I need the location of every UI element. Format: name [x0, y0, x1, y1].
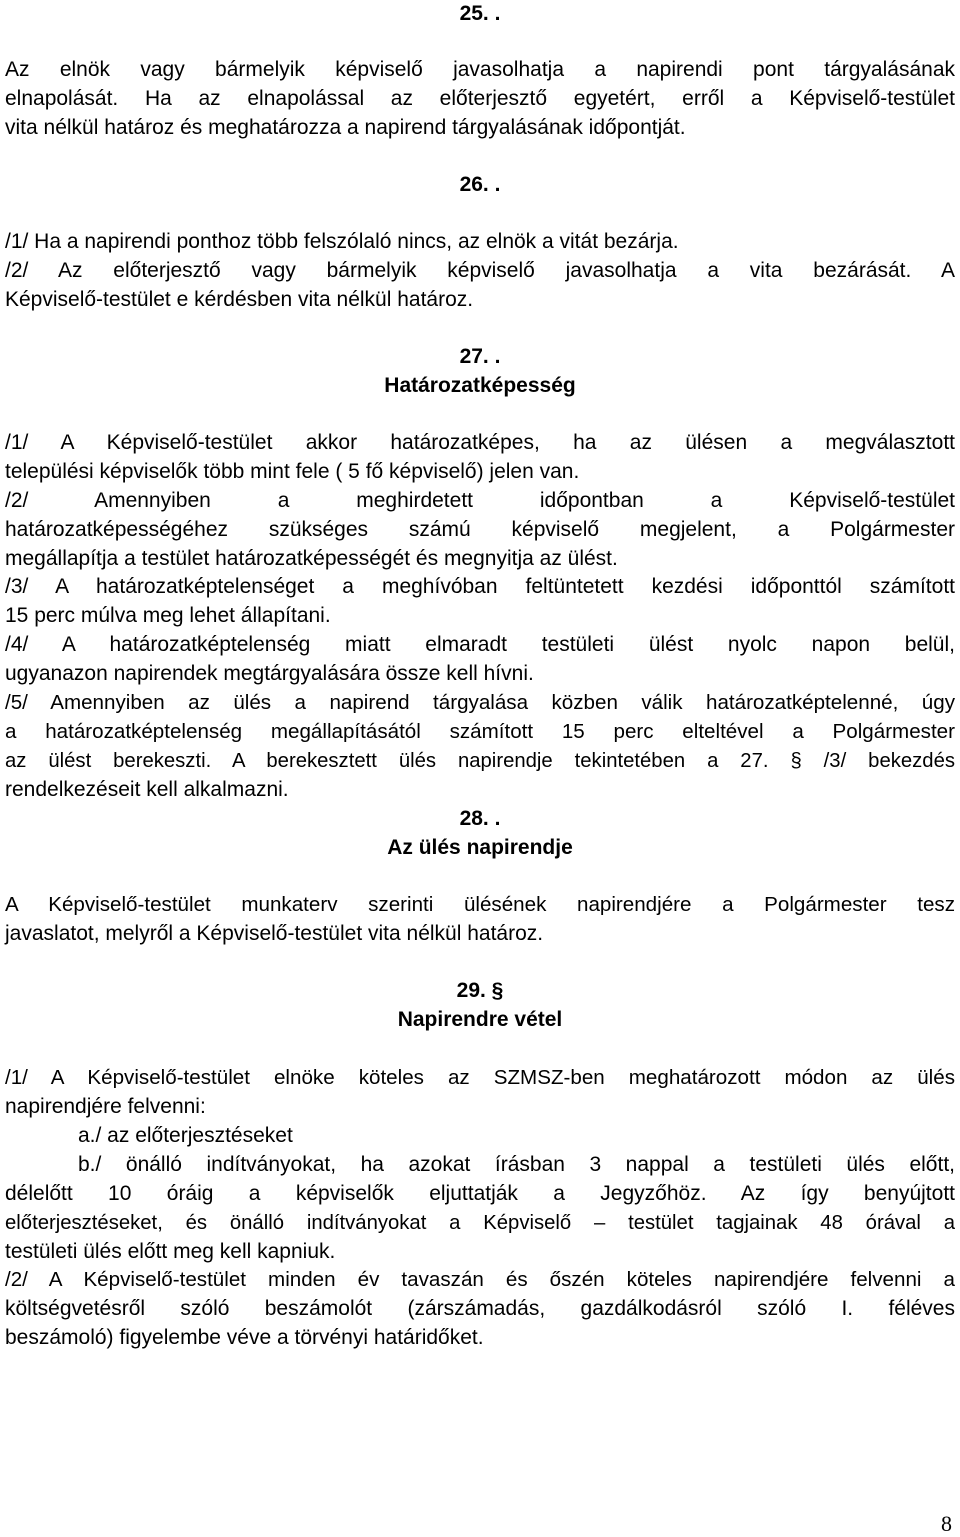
section-27-line-11: a határozatképtelenség megállapításától számított 15 perc elteltével a Polgármester — [5, 720, 955, 743]
section-29-heading: 29. § — [456, 979, 504, 1002]
section-28-line-2: javaslatot, melyről a Képviselő-testület vita nélkül határoz. — [5, 922, 544, 945]
section-27-line-4: határozatképességéhez szükséges számú képviselő megjelent, a Polgármester — [5, 518, 955, 541]
section-26-line-2: /2/ Az előterjesztő vagy bármelyik képviselő javasolhatja a vita bezárását. A — [5, 259, 955, 282]
section-27-line-7: 15 perc múlva meg lehet állapítani. — [5, 604, 331, 627]
section-27-line-2: települési képviselők több mint fele ( 5 fő képviselő) jelen van. — [5, 460, 580, 483]
section-28-heading: 28. . — [459, 807, 501, 830]
section-27-line-1: /1/ A Képviselő-testület akkor határozatképes, ha az ülésen a megválasztott — [5, 431, 955, 454]
section-29-line-7: testületi ülés előtt meg kell kapniuk. — [5, 1240, 336, 1263]
section-27-title: Határozatképesség — [384, 374, 576, 397]
section-29-line-8: /2/ A Képviselő-testület minden év tavaszán és őszén köteles napirendjére felvenni a — [5, 1268, 955, 1291]
section-27-line-9: ugyanazon napirendek megtárgyalására össze kell hívni. — [5, 662, 534, 685]
section-29-line-5: délelőtt 10 óráig a képviselők eljuttatják a Jegyzőhöz. Az így benyújtott — [5, 1182, 955, 1205]
page-number: 8 — [941, 1511, 952, 1536]
section-29-list-item-a: a./ az előterjesztéseket — [78, 1124, 293, 1147]
section-27-line-6: /3/ A határozatképtelenséget a meghívóban feltüntetett kezdési időponttól számított — [5, 575, 955, 598]
section-27-line-3: /2/ Amennyiben a meghirdetett időpontban a Képviselő-testület — [5, 489, 955, 512]
section-29-line-10: beszámoló) figyelembe véve a törvényi határidőket. — [5, 1326, 484, 1349]
section-27-line-13: rendelkezéseit kell alkalmazni. — [5, 778, 289, 801]
section-29-line-6: előterjesztéseket, és önálló indítványokat a Képviselő – testület tagjainak 48 órával a — [5, 1212, 955, 1234]
section-29-list-item-b: b./ önálló indítványokat, ha azokat írásban 3 nappal a testületi ülés előtt, — [78, 1153, 955, 1176]
section-26-line-1: /1/ Ha a napirendi ponthoz több felszólaló nincs, az elnök a vitát bezárja. — [5, 230, 679, 253]
section-28-title: Az ülés napirendje — [387, 836, 573, 859]
section-27-line-5: megállapítja a testület határozatképességét és megnyitja az ülést. — [5, 547, 618, 570]
section-27-heading: 27. . — [459, 345, 501, 368]
section-27-line-10: /5/ Amennyiben az ülés a napirend tárgyalása közben válik határozatképtelenné, úgy — [5, 691, 955, 714]
section-29-line-1: /1/ A Képviselő-testület elnöke köteles az SZMSZ-ben meghatározott módon az ülés — [5, 1066, 955, 1089]
section-25-line-2: elnapolását. Ha az elnapolással az előterjesztő egyetért, erről a Képviselő-testület — [5, 87, 955, 110]
section-26-heading: 26. . — [459, 173, 501, 196]
section-27-line-12: az ülést berekeszti. A berekesztett ülés napirendje tekintetében a 27. § /3/ bekezdés — [5, 750, 955, 772]
section-29-title: Napirendre vétel — [397, 1008, 563, 1031]
section-25-line-3: vita nélkül határoz és meghatározza a napirend tárgyalásának időpontját. — [5, 116, 686, 139]
section-25-line-1: Az elnök vagy bármelyik képviselő javasolhatja a napirendi pont tárgyalásának — [5, 58, 955, 81]
section-28-line-1: A Képviselő-testület munkaterv szerinti ülésének napirendjére a Polgármester tesz — [5, 893, 955, 916]
section-29-line-2: napirendjére felvenni: — [5, 1095, 206, 1118]
section-26-line-3: Képviselő-testület e kérdésben vita nélkül határoz. — [5, 288, 474, 311]
section-25-heading: 25. . — [459, 2, 501, 25]
section-27-line-8: /4/ A határozatképtelenség miatt elmaradt testületi ülést nyolc napon belül, — [5, 633, 955, 656]
section-29-line-9: költségvetésről szóló beszámolót (zárszámadás, gazdálkodásról szóló I. féléves — [5, 1297, 955, 1320]
